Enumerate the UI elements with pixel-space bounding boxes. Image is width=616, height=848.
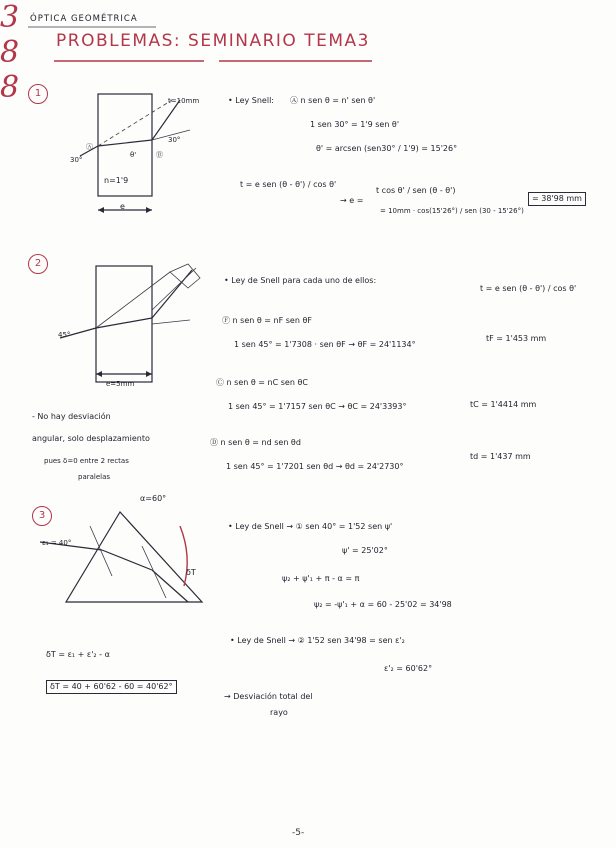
p1-formula-arrow: → e =	[340, 196, 364, 205]
p1-formula-calc: = 10mm · cos(15'26°) / sen (30 - 15'26°)	[380, 207, 524, 215]
problem-2-diagram	[40, 258, 220, 398]
p1-line-3: θ' = arcsen (sen30° / 1'9) = 15'26°	[316, 144, 458, 153]
p2-grade: 8	[0, 35, 20, 70]
p2-law-line-1: • Ley de Snell para cada uno de ellos:	[224, 276, 377, 285]
p2-note-3: pues δ=0 entre 2 rectas	[44, 457, 129, 465]
p2-t-formula: t = e sen (θ - θ') / cos θ'	[480, 284, 577, 293]
page-title: PROBLEMAS: SEMINARIO TEMA3	[56, 31, 370, 51]
p1-point-a: Ⓐ	[86, 143, 93, 151]
p3-delta-note-1: → Desviación total del	[224, 692, 313, 701]
p1-thickness-label: e	[120, 202, 125, 211]
p1-point-b: Ⓑ	[156, 151, 163, 159]
p2-width-label: e=5mm	[106, 380, 135, 388]
p3-eps2: ε'₂ = 60'62°	[384, 664, 433, 673]
p2-row-d-label: Ⓓ n sen θ = nd sen θd	[210, 438, 301, 447]
p1-angle-in-label: 30°	[70, 156, 83, 164]
p1-line-2: 1 sen 30° = 1'9 sen θ'	[310, 120, 400, 129]
p2-note-1: - No hay desviación	[32, 412, 111, 421]
p2-angle-label: 45°	[58, 331, 71, 339]
p1-formula-mid: t cos θ' / sen (θ - θ')	[376, 186, 456, 195]
p1-t-label: t=10mm	[168, 97, 200, 105]
p1-angle-out-label: 30°	[168, 136, 181, 144]
p2-row-c-calc: 1 sen 45° = 1'7157 sen θC → θC = 24'3393°	[228, 402, 407, 411]
problem-3-diagram	[40, 506, 220, 616]
p1-formula-left: t = e sen (θ - θ') / cos θ'	[240, 180, 337, 189]
p1-law-label: • Ley Snell:	[228, 96, 274, 105]
p1-index-label: n=1'9	[104, 176, 129, 185]
title-underline	[54, 58, 374, 64]
problem-3-number: 3	[32, 506, 52, 526]
problem-2-number: 2	[28, 254, 48, 274]
page-number: -5-	[292, 828, 305, 838]
p3-eps-label: ε₁ = 40°	[42, 539, 72, 547]
p3-relation: ψ₂ + ψ'₁ + π - α = π	[282, 574, 360, 583]
p3-psi1: ψ' = 25'02°	[342, 546, 388, 555]
p2-row-f-calc: 1 sen 45° = 1'7308 · sen θF → θF = 24'1134°	[234, 340, 416, 349]
p3-psi2: ψ₂ = -ψ'₁ + α = 60 - 25'02 = 34'98	[314, 600, 452, 609]
p3-delta-result: δT = 40 + 60'62 - 60 = 40'62°	[46, 680, 177, 694]
p3-delta-label: δT	[186, 568, 196, 577]
p3-law-1: • Ley de Snell → ① sen 40° = 1'52 sen ψ'	[228, 522, 393, 531]
p1-result-box: = 38'98 mm	[528, 192, 586, 206]
p1-line-1: Ⓐ n sen θ = n' sen θ'	[290, 96, 376, 105]
p2-note-2: angular, solo desplazamiento	[32, 434, 150, 443]
p2-row-d-calc: 1 sen 45° = 1'7201 sen θd → θd = 24'2730°	[226, 462, 404, 471]
p3-alpha-label: α=60°	[140, 494, 167, 503]
p3-grade: 8	[0, 70, 20, 105]
p3-law-2: • Ley de Snell → ② 1'52 sen 34'98 = sen ε'₂	[230, 636, 405, 645]
p2-row-d-t: td = 1'437 mm	[470, 452, 531, 461]
p2-note-4: paralelas	[78, 473, 111, 481]
p2-row-f-t: tF = 1'453 mm	[486, 334, 547, 343]
p3-delta-formula: δT = ε₁ + ε'₂ - α	[46, 650, 110, 659]
p2-row-c-t: tC = 1'4414 mm	[470, 400, 537, 409]
p1-theta-prime-label: θ'	[130, 151, 137, 159]
p2-row-f-label: Ⓕ n sen θ = nF sen θF	[222, 316, 312, 325]
p1-grade: 3	[0, 0, 20, 35]
subject-header: ÓPTICA GEOMÉTRICA	[30, 14, 138, 24]
problem-1-number: 1	[28, 84, 48, 104]
p3-delta-note-2: rayo	[270, 708, 288, 717]
p2-row-c-label: Ⓒ n sen θ = nC sen θC	[216, 378, 308, 387]
subject-underline	[28, 25, 158, 29]
